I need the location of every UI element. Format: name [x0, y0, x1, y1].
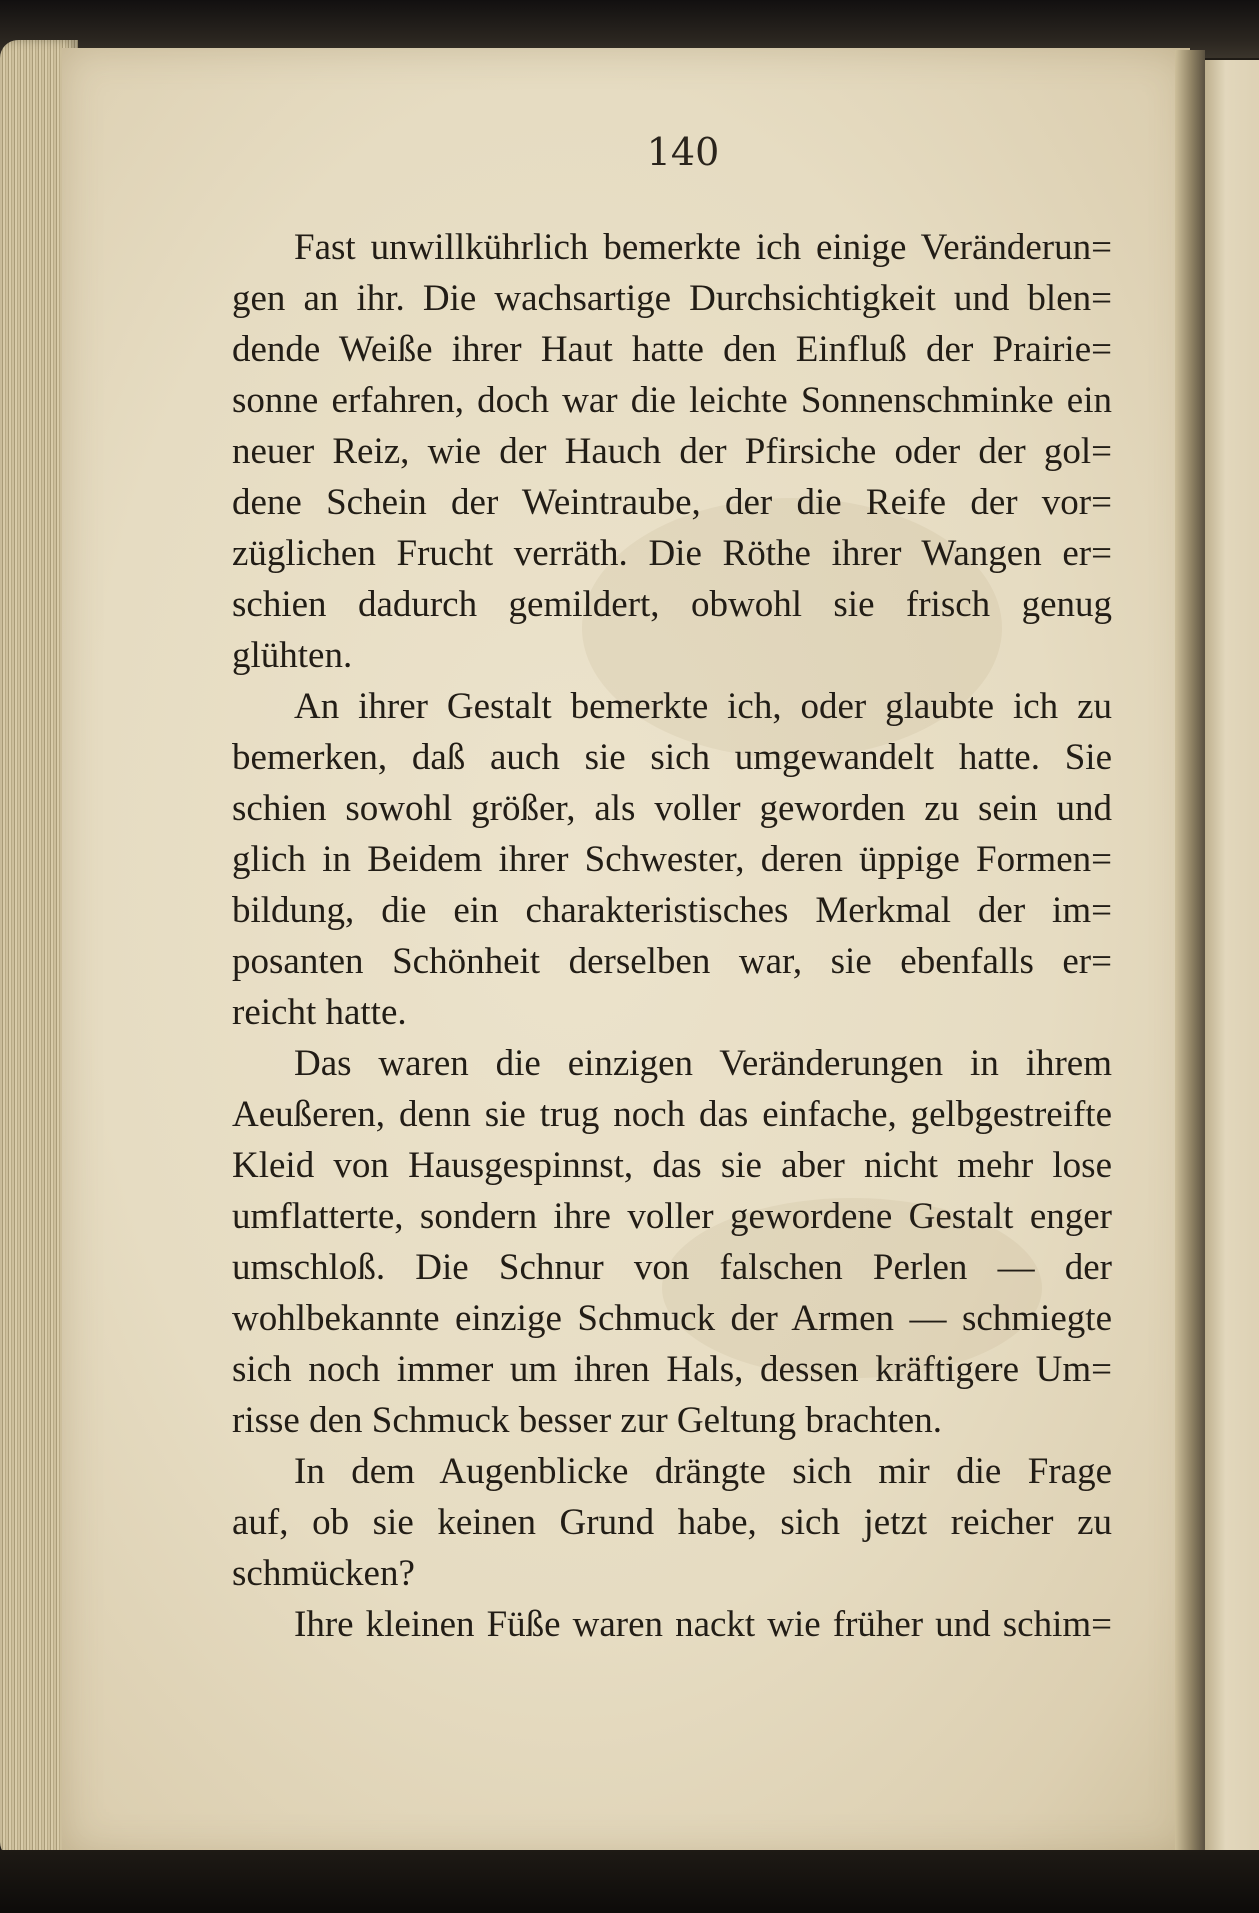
- text-line: gen an ihr. Die wachsartige Durchsichtigkeit und blen=: [232, 278, 1112, 319]
- text-line: glich in Beidem ihrer Schwester, deren üppige Formen=: [232, 839, 1112, 880]
- paragraph: [232, 1446, 1112, 1599]
- text-line: sonne erfahren, doch war die leichte Sonnenschminke ein: [232, 380, 1112, 421]
- text-line: auf, ob sie keinen Grund habe, sich jetzt reicher zu: [232, 1502, 1112, 1543]
- text-line: dende Weiße ihrer Haut hatte den Einfluß der Prairie=: [232, 329, 1112, 370]
- text-line: umschloß. Die Schnur von falschen Perlen — der: [232, 1247, 1112, 1288]
- page-number: 140: [646, 130, 720, 174]
- text-line: bildung, die ein charakteristisches Merkmal der im=: [232, 890, 1112, 931]
- text-line: Das waren die einzigen Veränderungen in ihrem: [294, 1043, 1112, 1084]
- text-line: Ihre kleinen Füße waren nackt wie früher und schim=: [294, 1604, 1112, 1645]
- body-text: [232, 222, 1112, 1650]
- text-line: risse den Schmuck besser zur Geltung brachten.: [232, 1400, 942, 1441]
- facing-page-edge: [1200, 60, 1259, 1850]
- text-line: Fast unwillkührlich bemerkte ich einige Veränderun=: [294, 227, 1112, 268]
- text-line: dene Schein der Weintraube, der die Reife der vor=: [232, 482, 1112, 523]
- paragraph: [232, 222, 1112, 681]
- paragraph: [232, 1599, 1112, 1650]
- text-line: reicht hatte.: [232, 992, 407, 1033]
- book-gutter: [1175, 50, 1205, 1856]
- book-cover-bottom-edge: [0, 1850, 1259, 1913]
- paragraph: [232, 681, 1112, 1038]
- paragraph: [232, 1038, 1112, 1446]
- text-line: wohlbekannte einzige Schmuck der Armen — schmiegte: [232, 1298, 1112, 1339]
- text-line: Aeußeren, denn sie trug noch das einfache, gelbgestreifte: [232, 1094, 1112, 1135]
- text-line: posanten Schönheit derselben war, sie ebenfalls er=: [232, 941, 1112, 982]
- text-line: In dem Augenblicke drängte sich mir die Frage: [294, 1451, 1112, 1492]
- text-line: züglichen Frucht verräth. Die Röthe ihrer Wangen er=: [232, 533, 1112, 574]
- text-line: schmücken?: [232, 1553, 415, 1594]
- text-line: An ihrer Gestalt bemerkte ich, oder glaubte ich zu: [294, 686, 1112, 727]
- text-line: bemerken, daß auch sie sich umgewandelt hatte. Sie: [232, 737, 1112, 778]
- text-line: Kleid von Hausgespinnst, das sie aber nicht mehr lose: [232, 1145, 1112, 1186]
- text-line: sich noch immer um ihren Hals, dessen kräftigere Um=: [232, 1349, 1112, 1390]
- text-line: schien sowohl größer, als voller geworden zu sein und: [232, 788, 1112, 829]
- text-line: umflatterte, sondern ihre voller gewordene Gestalt enger: [232, 1196, 1112, 1237]
- text-line: glühten.: [232, 635, 353, 676]
- text-line: neuer Reiz, wie der Hauch der Pfirsiche oder der gol=: [232, 431, 1112, 472]
- text-line: schien dadurch gemildert, obwohl sie frisch genug: [232, 584, 1112, 625]
